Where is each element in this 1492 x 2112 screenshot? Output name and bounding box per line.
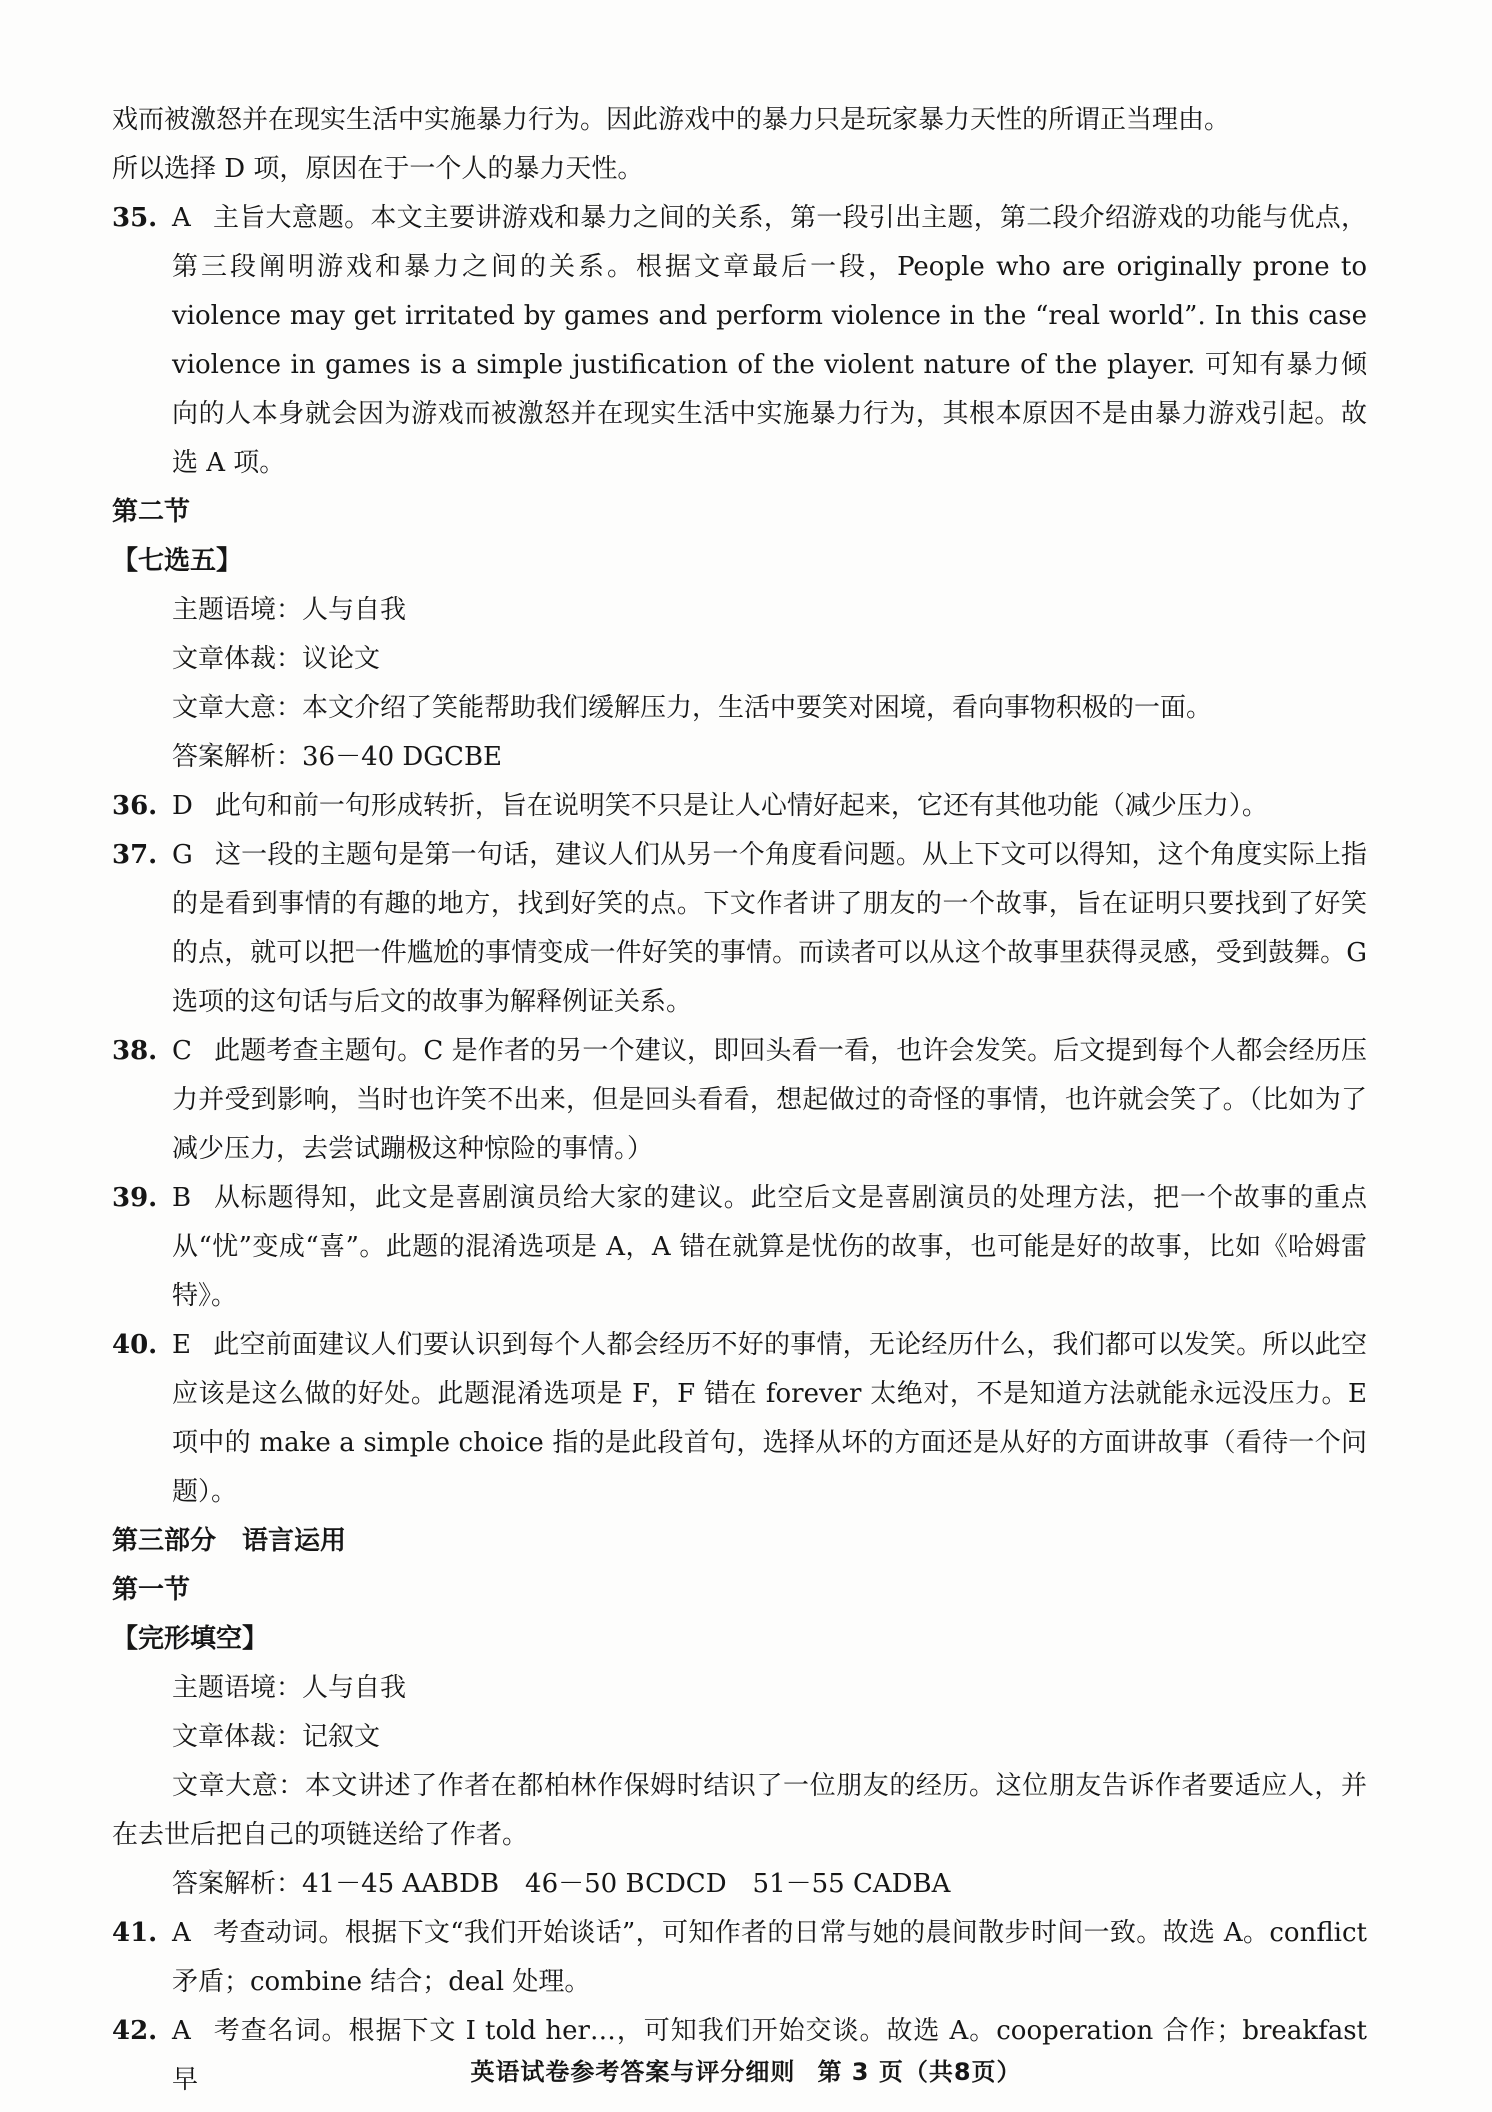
part-3-title: 第三部分 <box>112 1526 217 1556</box>
question-number: 40. <box>112 1330 158 1360</box>
question-number: 42. <box>112 2016 158 2046</box>
section-1-summary: 文章大意：本文讲述了作者在都柏林作保姆时结识了一位朋友的经历。这位朋友告诉作者要适应人，并在去世后把自己的项链送给了作者。 <box>112 1771 1367 1850</box>
question-text: 此句和前一句形成转折，旨在说明笑不只是让人心情好起来，它还有其他功能（减少压力）。 <box>214 791 1268 821</box>
section-2-title: 第二节 <box>112 497 191 527</box>
section-1-theme: 主题语境：人与自我 <box>172 1673 407 1703</box>
question-explanation <box>172 831 1367 1027</box>
question-answer: G <box>172 840 193 870</box>
part-3-heading <box>112 1517 1367 1566</box>
question-40 <box>112 1321 1367 1517</box>
question-answer: C <box>172 1036 192 1066</box>
part-3-subtitle: 语言运用 <box>242 1526 347 1556</box>
question-answer: B <box>172 1183 192 1213</box>
page-footer <box>0 2052 1492 2087</box>
question-answer: A <box>172 203 191 233</box>
question-explanation <box>172 1174 1367 1321</box>
question-text: 从标题得知，此文是喜剧演员给大家的建议。此空后文是喜剧演员的处理方法，把一个故事的重点从“忧”变成“喜”。此题的混淆选项是 A，A 错在就算是忧伤的故事，也可能是好的故事，比如《哈姆雷特》。 <box>172 1183 1367 1311</box>
question-39 <box>112 1174 1367 1321</box>
section-2-answers: 答案解析：36－40 DGCBE <box>172 742 503 772</box>
section-2-theme: 主题语境：人与自我 <box>172 595 407 625</box>
continuation-line-1: 戏而被激怒并在现实生活中实施暴力行为。因此游戏中的暴力只是玩家暴力天性的所谓正当理由。 <box>112 105 1231 135</box>
question-explanation <box>172 1909 1367 2007</box>
question-explanation <box>172 1027 1367 1174</box>
question-text: 此题考查主题句。C 是作者的另一个建议，即回头看一看，也许会发笑。后文提到每个人都会经历压力并受到影响，当时也许笑不出来，但是回头看看，想起做过的奇怪的事情，也许就会笑了。（比如为了减少压力，去尝试蹦极这种惊险的事情。） <box>172 1036 1367 1164</box>
page-content <box>112 96 1367 2105</box>
question-number: 35. <box>112 203 158 233</box>
question-explanation <box>172 782 1367 831</box>
footer-page-number: 第 3 页（共8页） <box>817 2058 1022 2086</box>
continuation-line-2: 所以选择 D 项，原因在于一个人的暴力天性。 <box>112 154 644 184</box>
question-number: 39. <box>112 1183 158 1213</box>
question-number: 36. <box>112 791 158 821</box>
question-text: 考查动词。根据下文“我们开始谈话”，可知作者的日常与她的晨间散步时间一致。故选 A。conflict 矛盾；combine 结合；deal 处理。 <box>172 1918 1367 1997</box>
section-2-summary: 文章大意：本文介绍了笑能帮助我们缓解压力，生活中要笑对困境，看向事物积极的一面。 <box>172 693 1213 723</box>
section-1-answers: 答案解析：41－45 AABDB 46－50 BCDCD 51－55 CADBA <box>172 1869 951 1899</box>
question-41 <box>112 1909 1367 2007</box>
question-answer: E <box>172 1330 191 1360</box>
question-38 <box>112 1027 1367 1174</box>
footer-title: 英语试卷参考答案与评分细则 <box>470 2058 796 2086</box>
question-explanation <box>172 194 1367 488</box>
question-answer: A <box>172 2016 191 2046</box>
section-1-type: 【完形填空】 <box>112 1624 269 1654</box>
question-35 <box>112 194 1367 488</box>
section-2-genre: 文章体裁：议论文 <box>172 644 381 674</box>
question-text: 主旨大意题。本文主要讲游戏和暴力之间的关系，第一段引出主题，第二段介绍游戏的功能与优点，第三段阐明游戏和暴力之间的关系。根据文章最后一段，People who are originally prone to violence may get irritated by games and perform violence in the “real world”. In this case violence in games is a simple justification of the violent nature of the player. 可知有暴力倾向的人本身就会因为游戏而被激怒并在现实生活中实施暴力行为，其根本原因不是由暴力游戏引起。故选 A 项。 <box>172 203 1367 478</box>
section-2-type: 【七选五】 <box>112 546 243 576</box>
question-number: 37. <box>112 840 158 870</box>
question-37 <box>112 831 1367 1027</box>
section-1-title: 第一节 <box>112 1575 191 1605</box>
question-number: 41. <box>112 1918 158 1948</box>
question-answer: A <box>172 1918 191 1948</box>
section-1-genre: 文章体裁：记叙文 <box>172 1722 381 1752</box>
question-number: 38. <box>112 1036 158 1066</box>
question-text: 这一段的主题句是第一句话，建议人们从另一个角度看问题。从上下文可以得知，这个角度实际上指的是看到事情的有趣的地方，找到好笑的点。下文作者讲了朋友的一个故事，旨在证明只要找到了好笑的点，就可以把一件尴尬的事情变成一件好笑的事情。而读者可以从这个故事里获得灵感，受到鼓舞。G 选项的这句话与后文的故事为解释例证关系。 <box>172 840 1367 1017</box>
question-text: 考查名词。根据下文 I told her…，可知我们开始交谈。故选 A。cooperation 合作；breakfast 早 <box>172 2016 1367 2095</box>
question-answer: D <box>172 791 193 821</box>
question-explanation <box>172 1321 1367 1517</box>
question-36 <box>112 782 1367 831</box>
question-text: 此空前面建议人们要认识到每个人都会经历不好的事情，无论经历什么，我们都可以发笑。所以此空应该是这么做的好处。此题混淆选项是 F，F 错在 forever 太绝对，不是知道方法就能永远没压力。E 项中的 make a simple choice 指的是此段首句，选择从坏的方面还是从好的方面讲故事（看待一个问题）。 <box>172 1330 1367 1507</box>
